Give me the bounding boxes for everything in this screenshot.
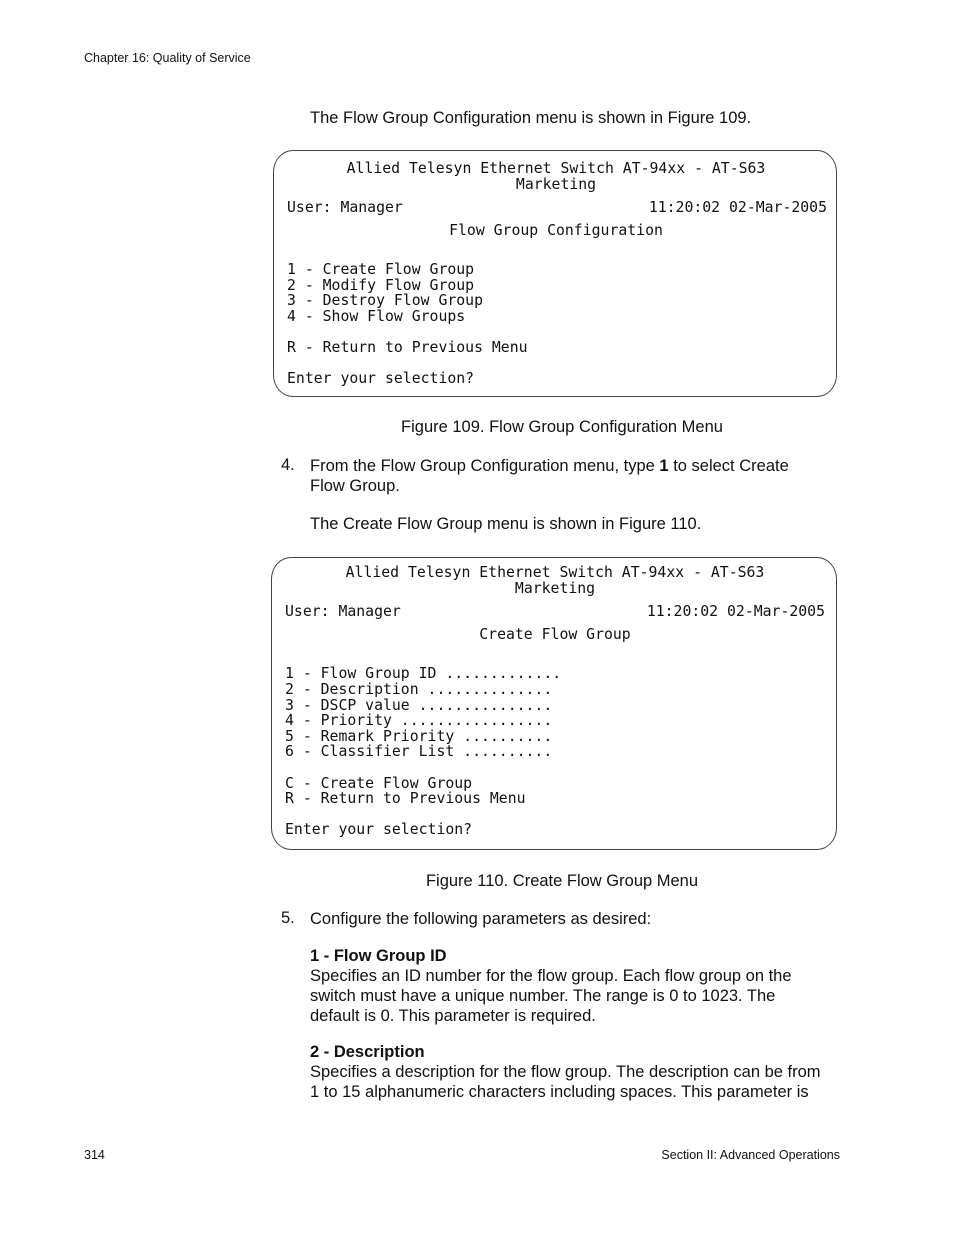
menu-item-return: R - Return to Previous Menu bbox=[287, 339, 528, 356]
chapter-header: Chapter 16: Quality of Service bbox=[84, 51, 251, 65]
step-number-5: 5. bbox=[281, 909, 295, 927]
menu-item-create-flow-group: 1 - Create Flow Group bbox=[287, 261, 475, 278]
menu-item-priority: 4 - Priority ................. bbox=[285, 712, 553, 729]
step-4-text bbox=[310, 456, 789, 496]
section-footer: Section II: Advanced Operations bbox=[661, 1148, 840, 1162]
param-line: switch must have a unique number. The range is 0 to 1023. The bbox=[310, 987, 776, 1005]
terminal-user: User: Manager bbox=[287, 199, 403, 216]
menu-item-remark-priority: 5 - Remark Priority .......... bbox=[285, 728, 553, 745]
intro-figure-109: The Flow Group Configuration menu is shown in Figure 109. bbox=[310, 109, 752, 127]
terminal-user: User: Manager bbox=[285, 603, 401, 620]
terminal-datetime: 11:20:02 02-Mar-2005 bbox=[648, 199, 827, 216]
param-flow-group-id bbox=[310, 946, 850, 1026]
step-4-text-before: From the Flow Group Configuration menu, type bbox=[310, 457, 660, 475]
terminal-title-line1: Allied Telesyn Ethernet Switch AT-94xx - AT-S63 bbox=[346, 160, 766, 177]
step-4-bold-key: 1 bbox=[659, 457, 669, 475]
menu-item-classifier-list: 6 - Classifier List .......... bbox=[285, 743, 553, 760]
page-number: 314 bbox=[84, 1148, 105, 1162]
terminal-datetime: 11:20:02 02-Mar-2005 bbox=[646, 603, 825, 620]
step-4-line2: Flow Group. bbox=[310, 477, 400, 495]
menu-item-modify-flow-group: 2 - Modify Flow Group bbox=[287, 277, 475, 294]
figure-caption-110: Figure 110. Create Flow Group Menu bbox=[425, 872, 699, 890]
terminal-prompt: Enter your selection? bbox=[287, 370, 475, 387]
menu-item-flow-group-id: 1 - Flow Group ID ............. bbox=[285, 665, 562, 682]
intro-figure-110: The Create Flow Group menu is shown in Figure 110. bbox=[310, 515, 702, 533]
param-line: Specifies an ID number for the flow group. Each flow group on the bbox=[310, 967, 792, 985]
step-4-text-after: to select Create bbox=[668, 457, 789, 475]
param-description bbox=[310, 1042, 870, 1102]
param-heading: 1 - Flow Group ID bbox=[310, 947, 447, 965]
terminal-menu-title: Create Flow Group bbox=[479, 626, 631, 643]
step-5-text: Configure the following parameters as desired: bbox=[310, 910, 652, 928]
terminal-title-line2: Marketing bbox=[515, 176, 597, 193]
terminal-title-line2: Marketing bbox=[514, 580, 596, 597]
param-line: 1 to 15 alphanumeric characters including spaces. This parameter is bbox=[310, 1083, 809, 1101]
step-number-4: 4. bbox=[281, 456, 295, 474]
menu-item-return: R - Return to Previous Menu bbox=[285, 790, 526, 807]
menu-item-show-flow-groups: 4 - Show Flow Groups bbox=[287, 308, 466, 325]
terminal-menu-title: Flow Group Configuration bbox=[449, 222, 663, 239]
terminal-screen-109 bbox=[273, 150, 837, 397]
param-line: default is 0. This parameter is required. bbox=[310, 1007, 596, 1025]
figure-caption-109: Figure 109. Flow Group Configuration Menu bbox=[401, 418, 723, 436]
param-line: Specifies a description for the flow group. The description can be from bbox=[310, 1063, 821, 1081]
terminal-screen-110 bbox=[271, 557, 837, 850]
menu-item-description: 2 - Description .............. bbox=[285, 681, 553, 698]
terminal-prompt: Enter your selection? bbox=[285, 821, 473, 838]
menu-item-destroy-flow-group: 3 - Destroy Flow Group bbox=[287, 292, 483, 309]
menu-item-dscp-value: 3 - DSCP value ............... bbox=[285, 697, 553, 714]
terminal-title-line1: Allied Telesyn Ethernet Switch AT-94xx - AT-S63 bbox=[345, 564, 765, 581]
menu-item-create: C - Create Flow Group bbox=[285, 775, 473, 792]
param-heading: 2 - Description bbox=[310, 1043, 425, 1061]
